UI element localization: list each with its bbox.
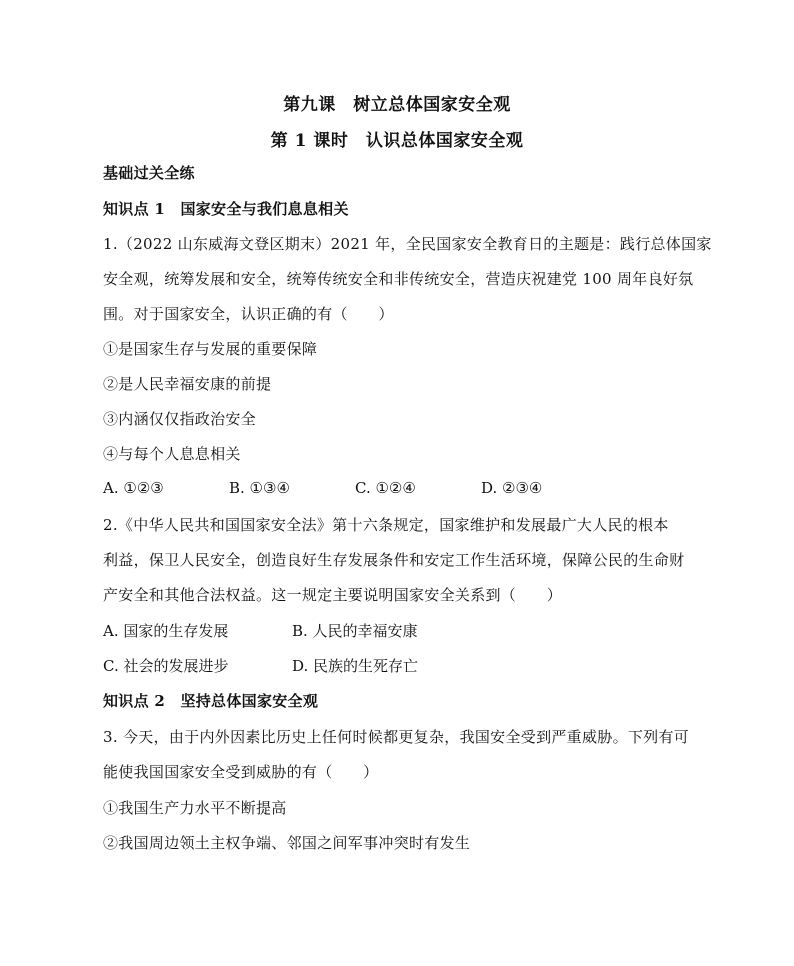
q1-line-1: 1.（2022 山东威海文登区期末）2021 年，全民国家安全教育日的主题是：践行总体国家 — [103, 235, 712, 253]
q1-option-d: D. ②③④ — [481, 479, 543, 497]
q2-line-2: 利益，保卫人民安全，创造良好生存发展条件和安定工作生活环境，保障公民的生命财 — [103, 551, 685, 569]
section-title: 第 1 课时 认识总体国家安全观 — [270, 131, 524, 151]
q1-line-2: 安全观，统筹发展和安全，统筹传统安全和非传统安全，营造庆祝建党 100 周年良好氛 — [103, 270, 694, 288]
q1-option-b: B. ①③④ — [229, 479, 290, 497]
q2-line-1: 2.《中华人民共和国国家安全法》第十六条规定，国家维护和发展最广大人民的根本 — [103, 516, 669, 534]
practice-heading: 基础过关全练 — [103, 164, 195, 182]
q3-line-2: 能使我国国家安全受到威胁的有（ ） — [103, 763, 379, 781]
q3-line-1: 3. 今天，由于内外因素比历史上任何时候都更复杂，我国安全受到严重威胁。下列有可 — [103, 728, 690, 746]
knowledge-point-1-heading: 知识点 1 国家安全与我们息息相关 — [103, 200, 349, 218]
q2-option-c: C. 社会的发展进步 — [103, 657, 229, 675]
q2-option-d: D. 民族的生死存亡 — [292, 657, 419, 675]
q1-statement-1: ①是国家生存与发展的重要保障 — [103, 340, 318, 358]
knowledge-point-2-heading: 知识点 2 坚持总体国家安全观 — [103, 692, 319, 710]
q1-statement-2: ②是人民幸福安康的前提 — [103, 375, 272, 393]
q2-option-a: A. 国家的生存发展 — [103, 622, 229, 640]
q1-line-3: 围。对于国家安全，认识正确的有（ ） — [103, 305, 394, 323]
q1-statement-3: ③内涵仅仅指政治安全 — [103, 410, 257, 428]
q1-option-c: C. ①②④ — [355, 479, 416, 497]
q3-statement-1: ①我国生产力水平不断提高 — [103, 799, 287, 817]
q1-statement-4: ④与每个人息息相关 — [103, 445, 241, 463]
q1-option-a: A. ①②③ — [103, 479, 164, 497]
q2-option-b: B. 人民的幸福安康 — [292, 622, 418, 640]
q2-line-3: 产安全和其他合法权益。这一规定主要说明国家安全关系到（ ） — [103, 586, 563, 604]
q3-statement-2: ②我国周边领土主权争端、邻国之间军事冲突时有发生 — [103, 834, 471, 852]
lesson-title: 第九课 树立总体国家安全观 — [283, 95, 511, 115]
